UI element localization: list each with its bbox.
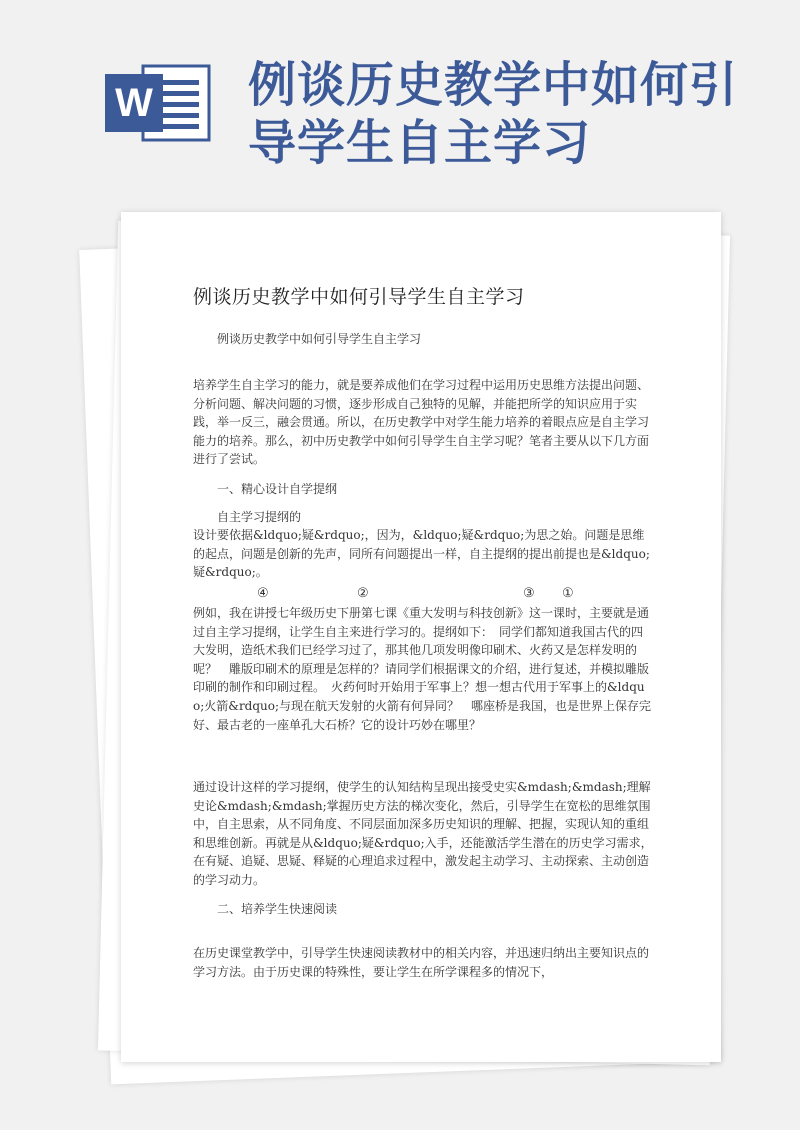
section-2-paragraph: 在历史课堂教学中，引导学生快速阅读教材中的相关内容，并迅速归纳出主要知识点的学习方法。由于历史课的特殊性，要让学生在所学课程多的情况下， [193, 946, 650, 979]
page-title-line-1: 例谈历史教学中如何引 [248, 57, 739, 113]
page-title-line-2: 导学生自主学习 [248, 115, 592, 171]
footnote-mark: ④ [257, 586, 269, 601]
footnote-marks [193, 586, 653, 604]
document-subtitle: 例谈历史教学中如何引导学生自主学习 [193, 332, 422, 346]
document-page [121, 212, 721, 1062]
intro-paragraph: 培养学生自主学习的能力，就是要养成他们在学习过程中运用历史思维方法提出问题、分析问题、解决问题的习惯，逐步形成自己独特的见解，并能把所学的知识应用于实践，举一反三，融会贯通。所以，在历史教学中对学生能力培养的着眼点应是自主学习能力的培养。那么，初中历史教学中如何引导学生自主学习呢？笔者主要从以下几方面进行了尝试。 [193, 378, 650, 467]
section-1-subheading: 自主学习提纲的 [193, 510, 302, 524]
page-title [248, 56, 768, 172]
example-paragraph: 例如，我在讲授七年级历史下册第七课《重大发明与科技创新》这一课时，主要就是通过自主学习提纲，让学生自主来进行学习的。提纲如下： 同学们都知道我国古代的四大发明，造纸术我们已经学习过了，那其他几项发明像印刷术、火药又是怎样发明的呢？ 雕版印刷术的原理是怎样的？请同学们根据课文的介绍，进行复述，并模拟雕版印刷的制作和印刷过程。 火药何时开始用于军事上？想一想古代用于军事上的&ldquo;火箭&rdquo;与现在航天发射的火箭有何异同？ 哪座桥是我国，也是世界上保存完好、最古老的一座单孔大石桥？它的设计巧妙在哪里？ [193, 606, 652, 732]
footnote-mark: ① [562, 586, 574, 601]
footnote-mark: ② [357, 586, 369, 601]
word-document-icon [105, 62, 215, 144]
document-title: 例谈历史教学中如何引导学生自主学习 [193, 286, 525, 308]
section-1-heading: 一、精心设计自学提纲 [193, 482, 338, 496]
section-1-paragraph: 设计要依据&ldquo;疑&rdquo;，因为，&ldquo;疑&rdquo;为思之始。问题是思维的起点，问题是创新的先声，同所有问题提出一样，自主提纲的提出前提也是&ldquo;疑&rdquo;。 [193, 528, 650, 580]
word-icon-letter: W [115, 81, 153, 125]
section-2-heading: 二、培养学生快速阅读 [193, 902, 338, 916]
footnote-mark: ③ [523, 586, 535, 601]
summary-paragraph: 通过设计这样的学习提纲，使学生的认知结构呈现出接受史实&mdash;&mdash;理解史论&mdash;&mdash;掌握历史方法的梯次变化，然后，引导学生在宽松的思维氛围中，自主思索，从不同角度、不同层面加深多历史知识的理解、把握，实现认知的重组和思维创新。再就是从&ldquo;疑&rdquo;入手，还能激活学生潜在的历史学习需求，在有疑、追疑、思疑、释疑的心理追求过程中，激发起主动学习、主动探索、主动创造的学习动力。 [193, 780, 653, 887]
